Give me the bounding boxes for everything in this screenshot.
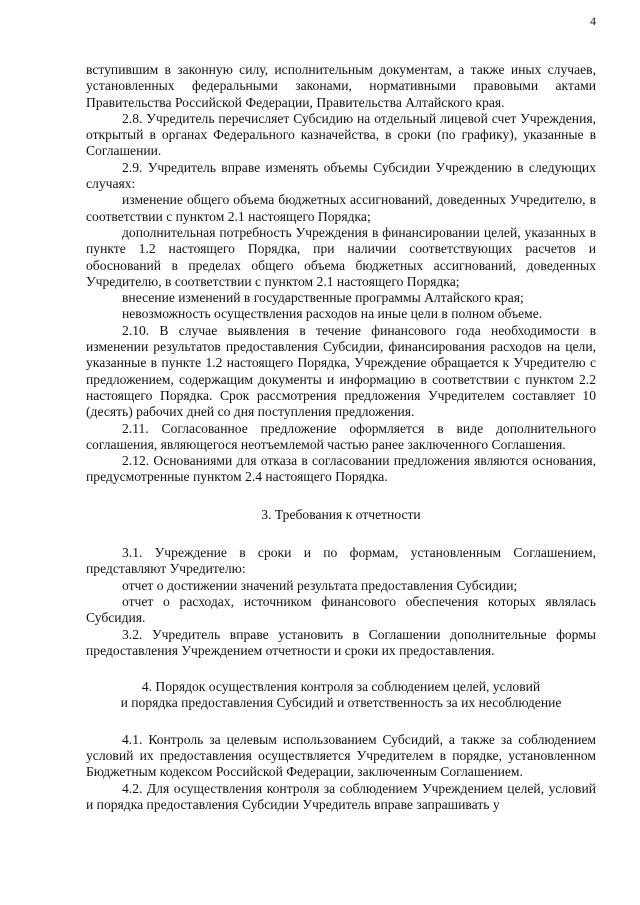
paragraph-2-10: 2.10. В случае выявления в течение финансового года необходимости в изменении результатов предоставления Субсидии, финансирования расходов на цели, указанные в пункте 1.2 настоящего Порядка, Учреждение обращается к Учредителю с предложением, содержащим документы и информацию в соответствии с пунктом 2.2 настоящего Порядка. Срок рассмотрения предложения Учредителем составляет 10 (десять) рабочих дней со дня поступления предложения. (86, 322, 596, 420)
paragraph-2-11: 2.11. Согласованное предложение оформляется в виде дополнительного соглашения, являющегося неотъемлемой частью ранее заключенного Соглашения. (86, 420, 596, 452)
list-item: дополнительная потребность Учреждения в финансировании целей, указанных в пункте 1.2 настоящего Порядка, при наличии соответствующих расчетов и обоснований в пределах общего объема бюджетных ассигнований, доведенных Учредителю, в соответствии с пунктом 2.1 настоящего Порядка; (86, 224, 596, 289)
list-item: отчет о достижении значений результата предоставления Субсидии; (122, 577, 518, 593)
list-item: изменение общего объема бюджетных ассигнований, доведенных Учредителю, в соответствии с пунктом 2.1 настоящего Порядка; (86, 192, 596, 224)
paragraph: вступившим в законную силу, исполнительным документам, а также иных случаев, установленных федеральными законами, нормативными правовыми актами Правительства Российской Федерации, Правительства Алтайского края. (86, 62, 596, 110)
paragraph-2-12: 2.12. Основаниями для отказа в согласовании предложения являются основания, предусмотренные пунктом 2.4 настоящего Порядка. (86, 453, 596, 485)
page-number: 4 (590, 14, 596, 28)
section-4-body (86, 732, 596, 813)
list-item: невозможность осуществления расходов на иные цели в полном объеме. (122, 306, 543, 322)
paragraph-3-2: 3.2. Учредитель вправе установить в Соглашении дополнительные формы предоставления Учреждением отчетности и сроки их предоставления. (86, 626, 596, 658)
section-2-continuation (86, 62, 596, 486)
section-3-body (86, 545, 596, 659)
list-item: отчет о расходах, источником финансового обеспечения которых являлась Субсидия. (86, 593, 596, 626)
paragraph-3-1: 3.1. Учреждение в сроки и по формам, установленным Соглашением, представляют Учредителю: (86, 545, 596, 577)
section-4-heading-line1: 4. Порядок осуществления контроля за соблюдением целей, условий (141, 679, 541, 695)
paragraph-2-8: 2.8. Учредитель перечисляет Субсидию на отдельный лицевой счет Учреждения, открытый в органах Федерального казначейства, в сроки (по графику), указанные в Соглашении. (86, 110, 596, 159)
section-4-heading-line2: и порядка предоставления Субсидий и ответственность за их несоблюдение (120, 695, 562, 711)
list-item: внесение изменений в государственные программы Алтайского края; (122, 290, 524, 306)
paragraph-4-2: 4.2. Для осуществления контроля за соблюдением Учреждением целей, условий и порядка предоставления Субсидии Учредитель вправе запрашивать у (86, 780, 596, 812)
document-body (86, 62, 596, 813)
section-3-heading: 3. Требования к отчетности (261, 506, 421, 522)
paragraph-2-9: 2.9. Учредитель вправе изменять объемы Субсидии Учреждению в следующих случаях: (86, 159, 596, 192)
paragraph-4-1: 4.1. Контроль за целевым использованием Субсидий, а также за соблюдением условий их предоставления осуществляется Учредителем в порядке, установленном Бюджетным кодексом Российской Федерации, заключенным Соглашением. (86, 731, 596, 780)
